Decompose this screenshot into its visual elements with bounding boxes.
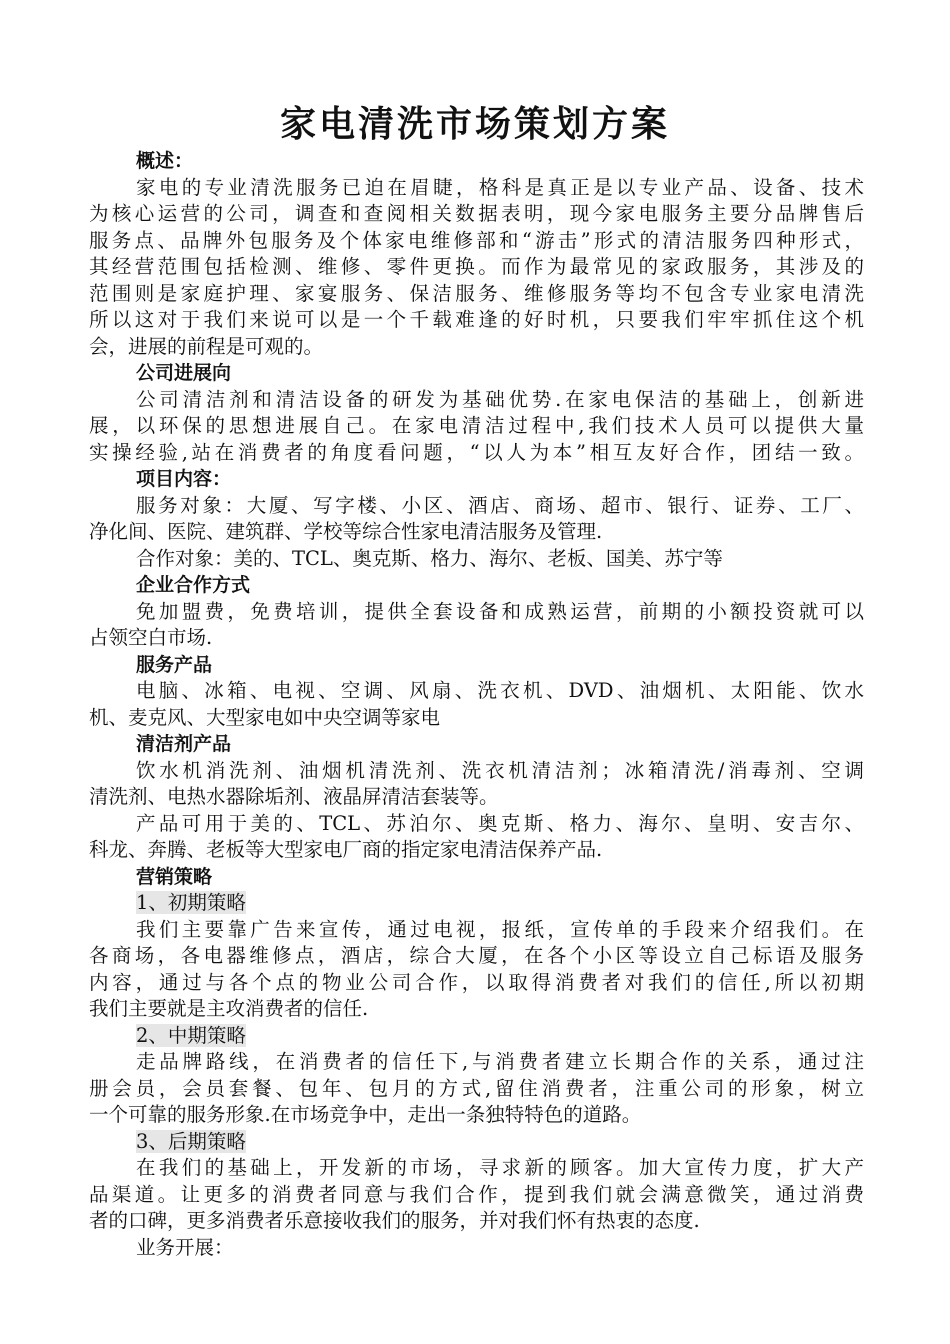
- section-heading-text: 项目内容：: [136, 468, 232, 490]
- subheading-text: 2、中期策略: [136, 1023, 246, 1047]
- line-text: 我们主要就是主攻消费者的信任.: [89, 997, 369, 1020]
- text-line: [89, 201, 864, 228]
- line-text: 电脑、冰箱、电视、空调、风扇、洗衣机、DVD、油烟机、太阳能、饮水: [136, 679, 864, 702]
- text-line: [89, 1049, 864, 1076]
- line-text: 清洗剂、电热水器除垢剂、液晶屏清洁套装等。: [89, 785, 499, 808]
- line-text: 在我们的基础上，开发新的市场，寻求新的顾客。加大宣传力度，扩大产: [136, 1156, 864, 1179]
- line-text: 占领空白市场.: [89, 626, 213, 649]
- line-text: 服务点、品牌外包服务及个体家电维修部和“游击”形式的清洁服务四种形式，: [89, 228, 864, 252]
- section-heading-text: 营销策略: [136, 865, 213, 888]
- line-text: 实操经验,站在消费者的角度看问题，“以人为本”相互友好合作，团结一致。: [89, 440, 864, 464]
- line-text: 一个可靠的服务形象.在市场竞争中，走出一条独特特色的道路。: [89, 1103, 642, 1126]
- text-line: [89, 784, 864, 811]
- document-body: [89, 148, 864, 1261]
- subheading-text: 1、初期策略: [136, 891, 246, 914]
- line-text: 范围则是家庭护理、家宴服务、保洁服务、维修服务等均不包含专业家电清洗: [89, 281, 864, 305]
- section-heading: [89, 572, 864, 599]
- section-heading-text: 概述：: [136, 150, 194, 172]
- line-text: 所以这对于我们来说可以是一个千载难逢的好时机，只要我们牢牢抓住这个机: [89, 308, 864, 331]
- line-text: 为核心运营的公司，调查和查阅相关数据表明，现今家电服务主要分品牌售后: [89, 202, 864, 225]
- text-line: [89, 811, 864, 838]
- text-line: [89, 678, 864, 705]
- text-line: [89, 996, 864, 1023]
- line-text: 服务对象：大厦、写字楼、小区、酒店、商场、超市、银行、证券、工厂、: [136, 493, 864, 517]
- section-heading: [89, 466, 864, 493]
- text-line: [89, 440, 864, 467]
- line-text: 品渠道。让更多的消费者同意与我们合作，提到我们就会满意微笑，通过消费: [89, 1182, 864, 1206]
- line-text: 公司清洁剂和清洁设备的研发为基础优势.在家电保洁的基础上，创新进: [136, 387, 864, 411]
- line-text: 产品可用于美的、TCL、苏泊尔、奥克斯、格力、海尔、皇明、安吉尔、: [136, 811, 864, 835]
- line-text: 我们主要靠广告来宣传，通过电视，报纸，宣传单的手段来介绍我们。在: [136, 917, 864, 941]
- text-line: [89, 917, 864, 944]
- line-text: 业务开展：: [136, 1235, 234, 1259]
- line-text: 各商场，各电器维修点，酒店，综合大厦，在各个小区等设立自己标语及服务: [89, 944, 864, 967]
- text-line: [89, 1076, 864, 1103]
- section-heading: [89, 731, 864, 758]
- line-text: 机、麦克风、大型家电如中央空调等家电: [89, 705, 441, 729]
- text-line: [89, 1235, 864, 1262]
- text-line: [89, 307, 864, 334]
- text-line: [89, 890, 864, 917]
- text-line: [89, 413, 864, 440]
- text-line: [89, 943, 864, 970]
- text-line: [89, 1023, 864, 1050]
- section-heading-text: 清洁剂产品: [136, 733, 232, 755]
- text-line: [89, 758, 864, 785]
- section-heading: [89, 864, 864, 891]
- text-line: [89, 546, 864, 573]
- text-line: [89, 1102, 864, 1129]
- section-heading-text: 服务产品: [136, 653, 213, 676]
- text-line: [89, 334, 864, 361]
- line-text: 会，进展的前程是可观的。: [89, 334, 324, 358]
- text-line: [89, 970, 864, 997]
- text-line: [89, 1182, 864, 1209]
- line-text: 合作对象：美的、TCL、奥克斯、格力、海尔、老板、国美、苏宁等: [136, 546, 723, 570]
- line-text: 展，以环保的思想进展自己。在家电清洁过程中,我们技术人员可以提供大量: [89, 414, 864, 437]
- line-text: 其经营范围包括检测、维修、零件更换。而作为最常见的家政服务，其涉及的: [89, 255, 864, 278]
- line-text: 净化间、医院、建筑群、学校等综合性家电清洁服务及管理.: [89, 520, 603, 543]
- text-line: [89, 493, 864, 520]
- text-line: [89, 625, 864, 652]
- section-heading-text: 公司进展向: [136, 362, 232, 384]
- section-heading: [89, 148, 864, 175]
- line-text: 科龙、奔腾、老板等大型家电厂商的指定家电清洁保养产品.: [89, 838, 603, 861]
- text-line: [89, 1208, 864, 1235]
- text-line: [89, 175, 864, 202]
- document-title: 家电清洗市场策划方案: [279, 104, 670, 145]
- line-text: 免加盟费，免费培训，提供全套设备和成熟运营，前期的小额投资就可以: [136, 599, 864, 623]
- section-heading-text: 企业合作方式: [136, 574, 251, 596]
- text-line: [89, 1129, 864, 1156]
- text-line: [89, 228, 864, 255]
- text-line: [89, 599, 864, 626]
- text-line: [89, 1155, 864, 1182]
- text-line: [89, 254, 864, 281]
- line-text: 内容，通过与各个点的物业公司合作，以取得消费者对我们的信任,所以初期: [89, 970, 864, 994]
- text-line: [89, 387, 864, 414]
- line-text: 饮水机消洗剂、油烟机清洗剂、洗衣机清洁剂；冰箱清洗/消毒剂、空调: [136, 758, 864, 782]
- line-text: 册会员，会员套餐、包年、包月的方式,留住消费者，注重公司的形象，树立: [89, 1076, 864, 1100]
- section-heading: [89, 652, 864, 679]
- text-line: [89, 281, 864, 308]
- section-heading: [89, 360, 864, 387]
- subheading-text: 3、后期策略: [136, 1129, 246, 1153]
- text-line: [89, 837, 864, 864]
- line-text: 走品牌路线，在消费者的信任下,与消费者建立长期合作的关系，通过注: [136, 1050, 864, 1073]
- line-text: 者的口碑，更多消费者乐意接收我们的服务，并对我们怀有热衷的态度.: [89, 1209, 700, 1232]
- line-text: 家电的专业清洗服务已迫在眉睫，格科是真正是以专业产品、设备、技术: [136, 175, 864, 199]
- text-line: [89, 705, 864, 732]
- text-line: [89, 519, 864, 546]
